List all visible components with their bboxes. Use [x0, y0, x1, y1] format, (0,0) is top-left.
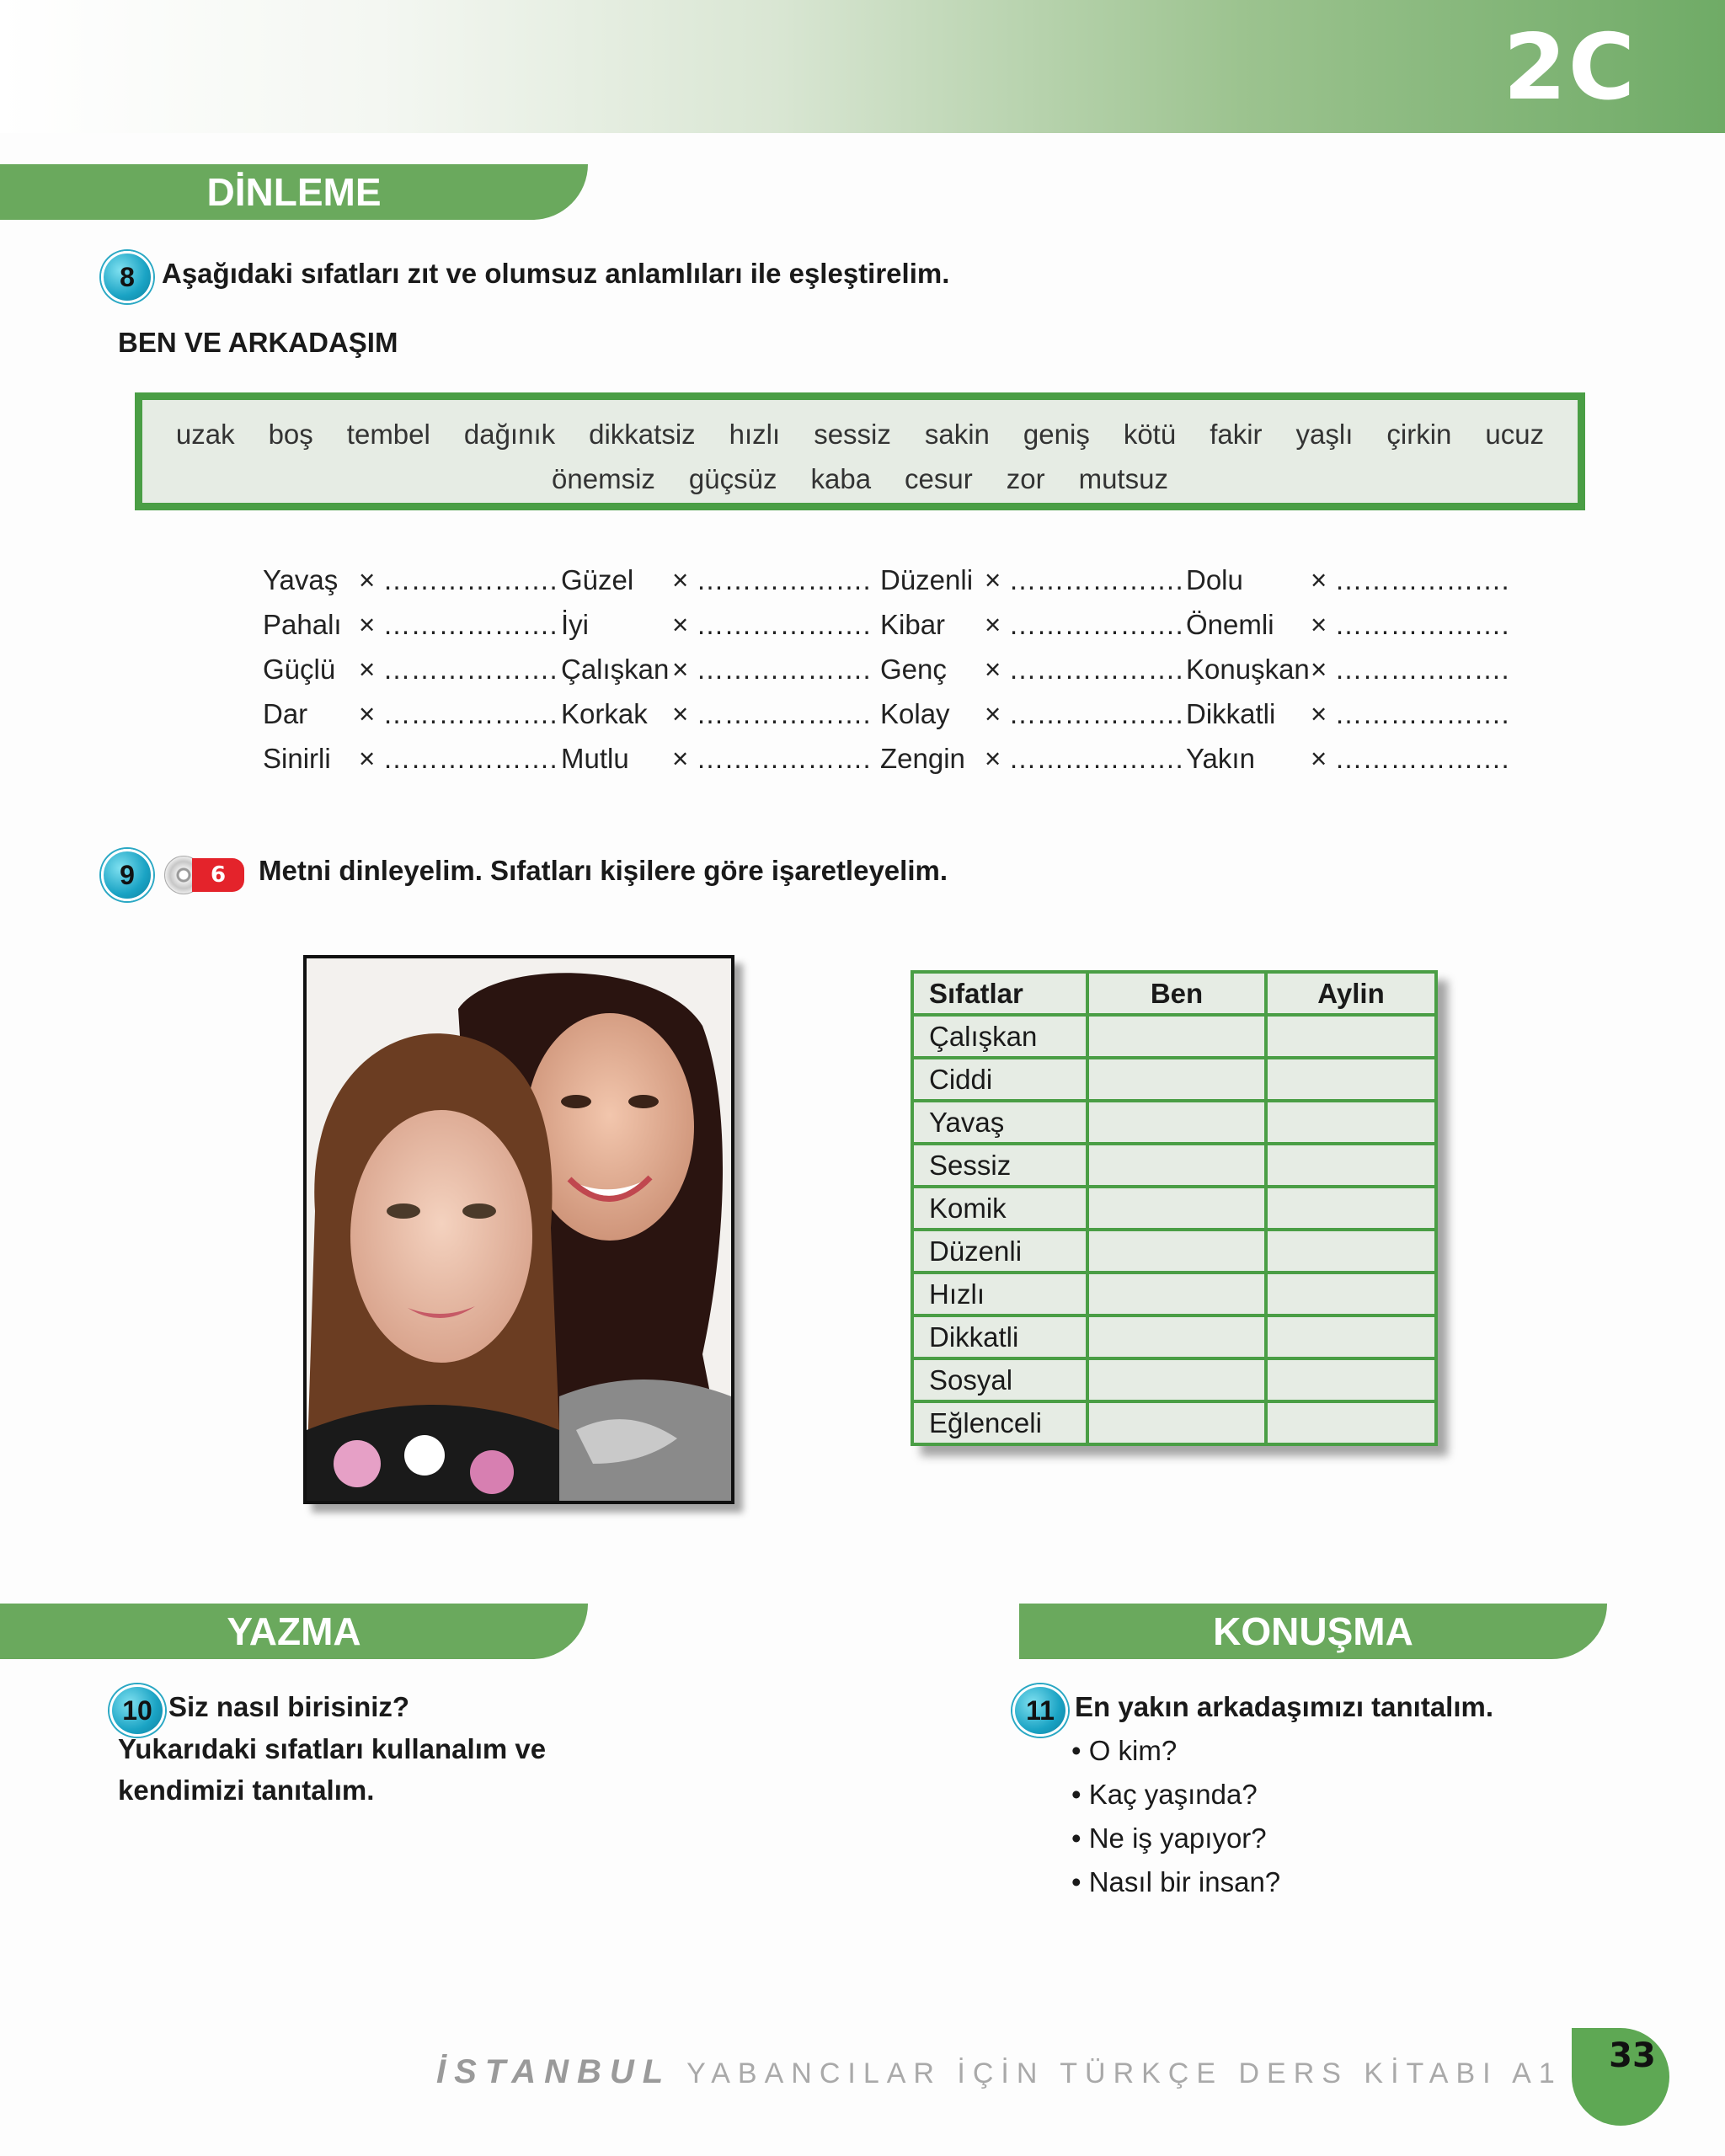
word-bank-word: yaşlı [1295, 419, 1354, 450]
adjective-word: Pahalı [263, 609, 342, 640]
adjective-word: Dolu [1186, 564, 1243, 595]
adjective-word: Düzenli [880, 564, 974, 595]
antonym-pair [561, 564, 871, 596]
answer-blank[interactable]: × ………………. [672, 743, 871, 774]
page-number: 33 [1609, 2036, 1656, 2075]
footer-brand: İSTANBUL [436, 2053, 672, 2090]
answer-blank[interactable]: × ………………. [1311, 654, 1509, 685]
checkbox-cell-aylin[interactable] [1266, 1058, 1436, 1101]
word-bank-word: dikkatsiz [589, 419, 696, 450]
table-row [912, 1058, 1436, 1101]
word-bank-word: kötü [1123, 419, 1177, 450]
antonym-pair [263, 743, 558, 775]
word-bank-word: sakin [924, 419, 990, 450]
adjective-word: Çalışkan [561, 654, 670, 685]
antonym-pair [1186, 654, 1509, 686]
exercise-10-line-3: kendimizi tanıtalım. [118, 1774, 375, 1806]
unit-code: 2C [1503, 15, 1637, 120]
word-bank-word: kaba [810, 463, 872, 494]
section-title-listening: DİNLEME [206, 170, 382, 214]
antonym-pair [1186, 743, 1509, 775]
table-row [912, 1315, 1436, 1358]
checkbox-cell-ben[interactable] [1087, 1058, 1266, 1101]
word-bank-word: cesur [905, 463, 973, 494]
exercise-11-bullet-4: • Nasıl bir insan? [1071, 1866, 1281, 1897]
word-bank-word: hızlı [729, 419, 781, 450]
table-row [912, 1144, 1436, 1187]
adjective-word: Güzel [561, 564, 634, 595]
answer-blank[interactable]: × ………………. [359, 609, 558, 640]
checkbox-cell-aylin[interactable] [1266, 1187, 1436, 1230]
table-row [912, 1230, 1436, 1273]
checkbox-cell-aylin[interactable] [1266, 1144, 1436, 1187]
footer-title: YABANCILAR İÇİN TÜRKÇE DERS KİTABI A1 [686, 2057, 1562, 2089]
checkbox-cell-aylin[interactable] [1266, 1101, 1436, 1144]
table-header-adjectives: Sıfatlar [912, 972, 1087, 1015]
adjective-cell: Eğlenceli [912, 1401, 1087, 1444]
answer-blank[interactable]: × ………………. [985, 609, 1183, 640]
answer-blank[interactable]: × ………………. [985, 743, 1183, 774]
word-bank-word: tembel [346, 419, 430, 450]
word-bank-word: dağınık [463, 419, 556, 450]
adjective-word: Kibar [880, 609, 946, 640]
exercise-11-bullet-1: • O kim? [1071, 1735, 1178, 1766]
adjective-cell: Komik [912, 1187, 1087, 1230]
audio-track-badge: 6 [192, 858, 244, 892]
adjective-word: Sinirli [263, 743, 331, 774]
word-bank-word: güçsüz [688, 463, 777, 494]
antonym-pair [263, 564, 558, 596]
answer-blank[interactable]: × ………………. [1311, 698, 1509, 729]
word-bank-word: geniş [1023, 419, 1090, 450]
answer-blank[interactable]: × ………………. [1311, 609, 1509, 640]
checkbox-cell-ben[interactable] [1087, 1101, 1266, 1144]
section-header-writing [0, 1604, 588, 1659]
exercise-8-badge: 8 [101, 251, 153, 303]
answer-blank[interactable]: × ………………. [672, 698, 871, 729]
word-bank-word: sessiz [814, 419, 891, 450]
exercise-8-instruction: Aşağıdaki sıfatları zıt ve olumsuz anlamlıları ile eşleştirelim. [162, 258, 950, 289]
adjective-word: Mutlu [561, 743, 629, 774]
adjective-cell: Hızlı [912, 1273, 1087, 1315]
adjective-word: Yakın [1186, 743, 1255, 774]
checkbox-cell-ben[interactable] [1087, 1273, 1266, 1315]
section-title-speaking: KONUŞMA [1213, 1609, 1413, 1653]
table-row [912, 1273, 1436, 1315]
word-bank-row-2 [142, 463, 1578, 495]
antonym-pair [1186, 698, 1509, 730]
checkbox-cell-ben[interactable] [1087, 1230, 1266, 1273]
adjective-cell: Sosyal [912, 1358, 1087, 1401]
checkbox-cell-aylin[interactable] [1266, 1273, 1436, 1315]
exercise-10-line-1: Siz nasıl birisiniz? [168, 1691, 410, 1722]
antonym-pair [1186, 609, 1509, 641]
checkbox-cell-ben[interactable] [1087, 1358, 1266, 1401]
word-bank-word: ucuz [1485, 419, 1545, 450]
exercise-10-line-2: Yukarıdaki sıfatları kullanalım ve [118, 1733, 547, 1764]
checkbox-cell-ben[interactable] [1087, 1187, 1266, 1230]
exercise-10-badge: 10 [109, 1684, 165, 1737]
antonym-pair [561, 654, 871, 686]
table-row [912, 1187, 1436, 1230]
answer-blank[interactable]: × ………………. [1311, 564, 1509, 595]
answer-blank[interactable]: × ………………. [359, 654, 558, 685]
adjective-word: Dikkatli [1186, 698, 1276, 729]
exercise-9-badge: 9 [101, 849, 153, 901]
table-header-ben: Ben [1087, 972, 1266, 1015]
antonym-pair [880, 609, 1183, 641]
word-bank-word: mutsuz [1078, 463, 1168, 494]
adjective-word: İyi [561, 609, 589, 640]
word-bank-word: çirkin [1386, 419, 1452, 450]
table-row [912, 1015, 1436, 1058]
adjective-cell: Dikkatli [912, 1315, 1087, 1358]
answer-blank[interactable]: × ………………. [985, 564, 1183, 595]
adjective-word: Yavaş [263, 564, 339, 595]
checkbox-cell-ben[interactable] [1087, 1144, 1266, 1187]
adjectives-table [911, 970, 1438, 1446]
table-header-aylin: Aylin [1266, 972, 1436, 1015]
word-bank-word: uzak [175, 419, 235, 450]
exercise-11-bullet-2: • Kaç yaşında? [1071, 1779, 1258, 1810]
adjective-word: Dar [263, 698, 308, 729]
two-women-photo [303, 955, 734, 1504]
book-footer [436, 2053, 1562, 2091]
word-bank-word: önemsiz [552, 463, 655, 494]
exercise-11-badge: 11 [1012, 1684, 1068, 1737]
antonym-pair [263, 698, 558, 730]
antonym-pair [880, 698, 1183, 730]
adjective-word: Korkak [561, 698, 648, 729]
section-header-listening [0, 164, 588, 220]
antonym-pair [880, 743, 1183, 775]
adjective-cell: Düzenli [912, 1230, 1087, 1273]
checkbox-cell-aylin[interactable] [1266, 1358, 1436, 1401]
checkbox-cell-ben[interactable] [1087, 1015, 1266, 1058]
adjective-word: Kolay [880, 698, 950, 729]
adjective-word: Konuşkan [1186, 654, 1310, 685]
word-bank-word: boş [268, 419, 313, 450]
word-bank-word: zor [1006, 463, 1045, 494]
answer-blank[interactable]: × ………………. [359, 743, 558, 774]
antonym-pair [561, 698, 871, 730]
table-row [912, 1401, 1436, 1444]
antonym-pair [263, 654, 558, 686]
answer-blank[interactable]: × ………………. [985, 698, 1183, 729]
adjective-word: Genç [880, 654, 947, 685]
antonym-pair [263, 609, 558, 641]
checkbox-cell-ben[interactable] [1087, 1401, 1266, 1444]
adjective-cell: Sessiz [912, 1144, 1087, 1187]
checkbox-cell-ben[interactable] [1087, 1315, 1266, 1358]
adjective-cell: Çalışkan [912, 1015, 1087, 1058]
exercise-9-instruction: Metni dinleyelim. Sıfatları kişilere göre işaretleyelim. [259, 855, 948, 886]
section-title-writing: YAZMA [227, 1609, 361, 1653]
exercise-8-subtitle: BEN VE ARKADAŞIM [118, 327, 398, 358]
answer-blank[interactable]: × ………………. [359, 698, 558, 729]
table-row [912, 1101, 1436, 1144]
word-bank-box [135, 392, 1585, 510]
adjective-word: Önemli [1186, 609, 1274, 640]
antonym-pair [561, 609, 871, 641]
word-bank-row-1 [142, 419, 1578, 451]
adjective-cell: Ciddi [912, 1058, 1087, 1101]
exercise-11-instruction: En yakın arkadaşımızı tanıtalım. [1075, 1691, 1494, 1722]
antonym-pair [880, 564, 1183, 596]
checkbox-cell-aylin[interactable] [1266, 1315, 1436, 1358]
adjective-word: Güçlü [263, 654, 336, 685]
answer-blank[interactable]: × ………………. [672, 654, 871, 685]
answer-blank[interactable]: × ………………. [672, 609, 871, 640]
table-row [912, 1358, 1436, 1401]
checkbox-cell-aylin[interactable] [1266, 1401, 1436, 1444]
section-header-speaking [1019, 1604, 1607, 1659]
checkbox-cell-aylin[interactable] [1266, 1230, 1436, 1273]
word-bank-word: fakir [1210, 419, 1263, 450]
antonym-pair [880, 654, 1183, 686]
top-banner [0, 0, 1725, 133]
adjective-word: Zengin [880, 743, 965, 774]
answer-blank[interactable]: × ………………. [985, 654, 1183, 685]
adjective-cell: Yavaş [912, 1101, 1087, 1144]
antonym-pair [561, 743, 871, 775]
answer-blank[interactable]: × ………………. [672, 564, 871, 595]
exercise-11-bullet-3: • Ne iş yapıyor? [1071, 1822, 1267, 1854]
checkbox-cell-aylin[interactable] [1266, 1015, 1436, 1058]
answer-blank[interactable]: × ………………. [1311, 743, 1509, 774]
answer-blank[interactable]: × ………………. [359, 564, 558, 595]
antonym-pair [1186, 564, 1509, 596]
